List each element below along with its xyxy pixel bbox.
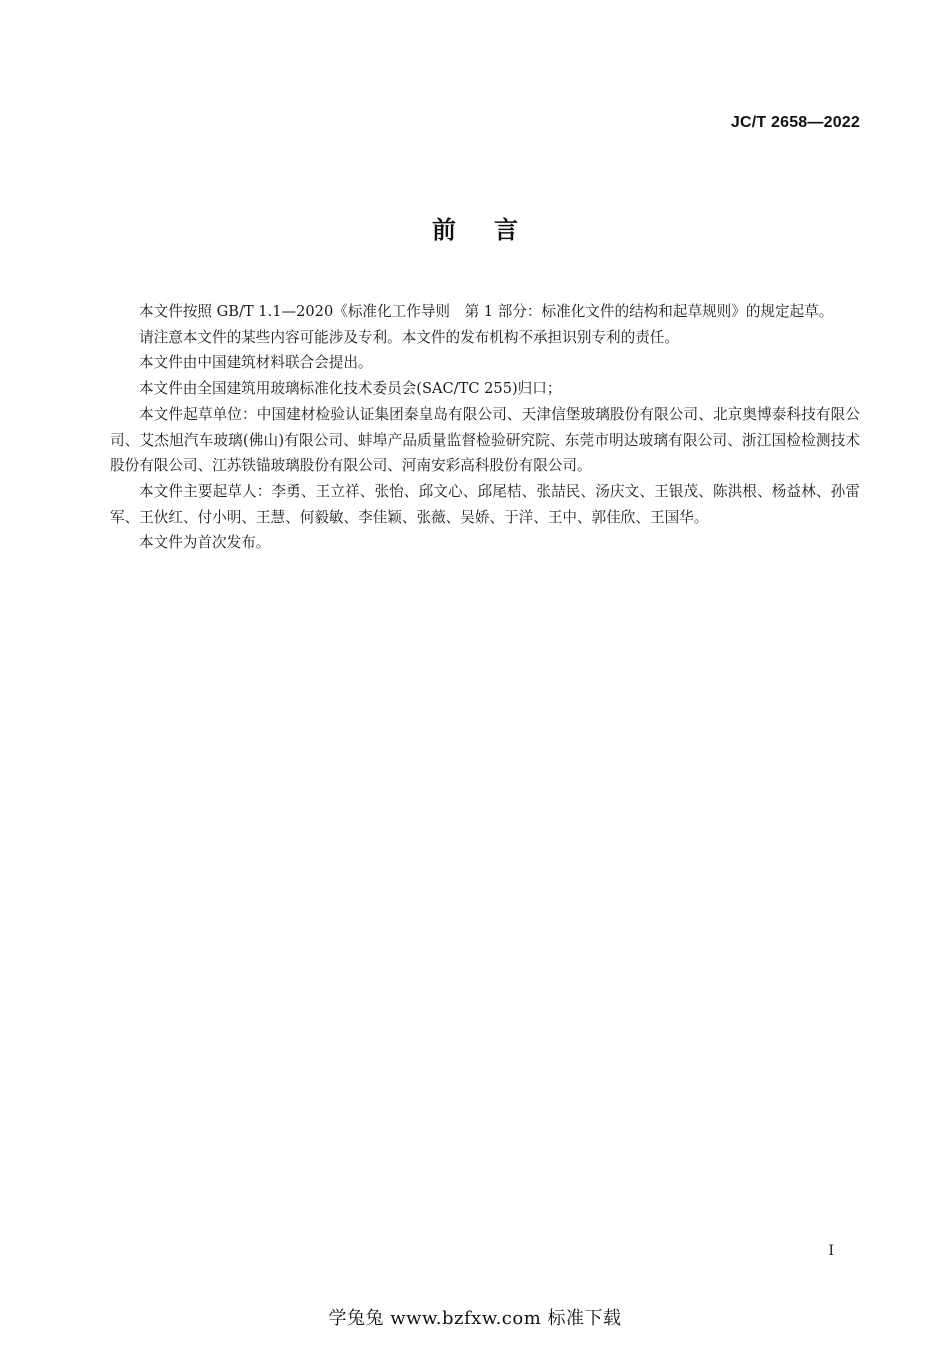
paragraph-drafting-rules: 本文件按照 GB/T 1.1—2020《标准化工作导则 第 1 部分：标准化文件的结构和起草规则》的规定起草。 [139,303,834,320]
paragraph-committee: 本文件由全国建筑用玻璃标准化技术委员会(SAC/TC 255)归口； [139,380,562,398]
paragraph-drafters: 本文件主要起草人：李勇、王立祥、张怡、邱文心、邱尾桔、张喆民、汤庆文、王银茂、陈洪根、杨益林、孙雷军、王伙红、付小明、王慧、何毅敏、李佳颖、张薇、吴娇、于洋、王中、郭佳欣、王国华。 [110,482,860,526]
watermark-text: 学兔兔 www.bzfxw.com 标准下载 [328,1308,622,1329]
paragraph-first-release: 本文件为首次发布。 [139,534,271,552]
foreword-body [110,299,860,556]
page-number: I [828,1243,834,1259]
paragraph-drafting-units: 本文件起草单位：中国建材检验认证集团秦皇岛有限公司、天津信堡玻璃股份有限公司、北京奥博泰科技有限公司、艾杰旭汽车玻璃(佛山)有限公司、蚌埠产品质量监督检验研究院、东莞市明达玻璃有限公司、浙江国检检测技术股份有限公司、江苏铁锚玻璃股份有限公司、河南安彩高科股份有限公司。 [110,405,860,475]
standard-code: JC/T 2658—2022 [730,114,860,131]
paragraph-patent-notice: 请注意本文件的某些内容可能涉及专利。本文件的发布机构不承担识别专利的责任。 [139,328,679,346]
page-title: 前言 [432,216,556,244]
paragraph-proposer: 本文件由中国建筑材料联合会提出。 [139,354,373,372]
